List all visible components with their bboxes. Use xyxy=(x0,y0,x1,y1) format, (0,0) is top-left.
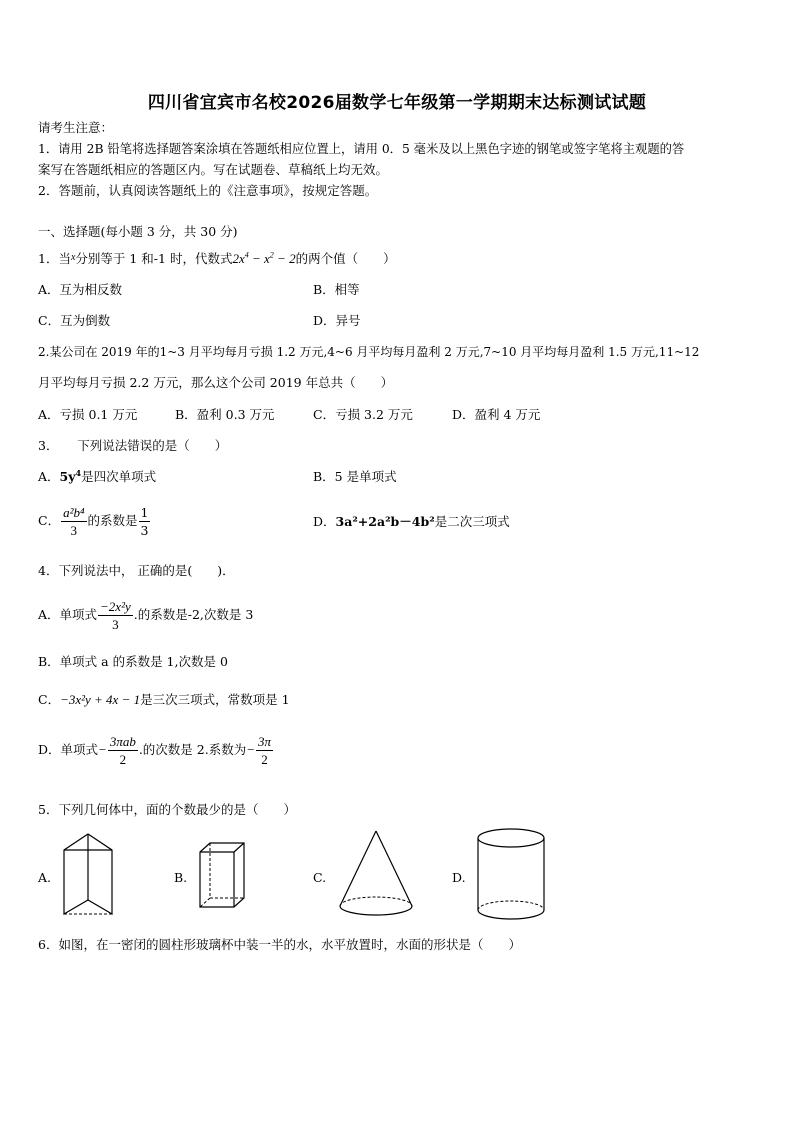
q3-option-a[interactable]: A．$5y^4$是四次单项式 xyxy=(38,467,157,484)
notice-item-2: 2．答题前，认真阅读答题纸上的《注意事项》，按规定答题。 xyxy=(38,183,378,198)
q5-option-b-label[interactable]: B. xyxy=(174,870,188,885)
q1-expression: $2x^4 - x^2 - 2$ xyxy=(232,250,296,266)
question-1 xyxy=(38,250,396,267)
cuboid-icon xyxy=(196,840,248,910)
q2-option-a[interactable]: A．亏损 0.1 万元 xyxy=(38,407,138,422)
q1-middle: 分别等于 1 和-1 时，代数式 xyxy=(75,251,233,266)
cone-icon xyxy=(336,828,416,922)
q3-option-c[interactable]: C． $\frac{\text{a²b⁴}}{3}$ 的系数是 $\frac{1}{3}$ xyxy=(38,505,149,538)
q2-option-b[interactable]: B．盈利 0.3 万元 xyxy=(175,407,275,422)
q4-option-c[interactable]: C．−3x²y + 4x − 1是三次三项式，常数项是 1 xyxy=(38,692,290,707)
triangular-prism-icon xyxy=(58,832,120,918)
q2-line-2: 月平均每月亏损 2.2 万元，那么这个公司 2019 年总共（ ） xyxy=(38,375,394,390)
q5-stem: 5．下列几何体中，面的个数最少的是（ ） xyxy=(38,802,296,817)
page-title: 四川省宜宾市名校2026届数学七年级第一学期期末达标测试试题 xyxy=(147,93,647,113)
q5-option-d-label[interactable]: D. xyxy=(452,870,466,885)
q4-option-d[interactable]: D．单项式− $\frac{\text{3πab}}{2}$ .的次数是 2.系数为− $\frac{3\pi}{2}$ xyxy=(38,734,271,767)
notice-item-1-line-1: 1．请用 2B 铅笔将选择题答案涂填在答题纸相应位置上，请用 0．5 毫米及以上黑色字迹的钢笔或签字笔将主观题的答 xyxy=(38,142,685,156)
notice-heading: 请考生注意： xyxy=(38,120,114,135)
q2-option-c[interactable]: C．亏损 3.2 万元 xyxy=(313,407,413,422)
q4-stem: 4．下列说法中， 正确的是( )． xyxy=(38,563,235,578)
q5-option-c-label[interactable]: C. xyxy=(313,870,327,885)
q5-option-a-label[interactable]: A. xyxy=(38,870,52,885)
q1-option-c[interactable]: C．互为倒数 xyxy=(38,313,111,328)
section-heading: 一、选择题(每小题 3 分，共 30 分) xyxy=(38,224,238,239)
q3-option-b[interactable]: B．5 是单项式 xyxy=(313,469,397,484)
q2-option-d[interactable]: D．盈利 4 万元 xyxy=(452,407,541,422)
q3-stem: 3． 下列说法错误的是（ ） xyxy=(38,438,228,453)
q1-option-b[interactable]: B．相等 xyxy=(313,282,360,297)
q2-line-1: 2.某公司在 2019 年的1~3 月平均每月亏损 1.2 万元,4~6 月平均每月盈利 2 万元,7~10 月平均每月盈利 1.5 万元,11~12 xyxy=(38,345,700,359)
q6-stem: 6．如图，在一密闭的圆柱形玻璃杯中装一半的水，水平放置时，水面的形状是（ ） xyxy=(38,937,521,952)
cylinder-icon xyxy=(474,826,548,924)
q1-variable: x xyxy=(70,252,76,263)
q1-option-a[interactable]: A．互为相反数 xyxy=(38,282,123,297)
q4-option-a[interactable]: A．单项式 $\frac{\text{−2x²y}}{3}$ .的系数是-2,次数是 3 xyxy=(38,599,254,632)
q1-suffix: 的两个值（ ） xyxy=(295,251,396,266)
q4-option-b[interactable]: B．单项式 a 的系数是 1,次数是 0 xyxy=(38,654,228,669)
q3-option-d[interactable]: D．3a²+2a²b－4b²是二次三项式 xyxy=(313,514,510,529)
notice-item-1-line-2: 案写在答题纸相应的答题区内。写在试题卷、草稿纸上均无效。 xyxy=(38,162,389,177)
q1-prefix: 1．当 xyxy=(38,251,71,266)
q1-option-d[interactable]: D．异号 xyxy=(313,313,361,328)
